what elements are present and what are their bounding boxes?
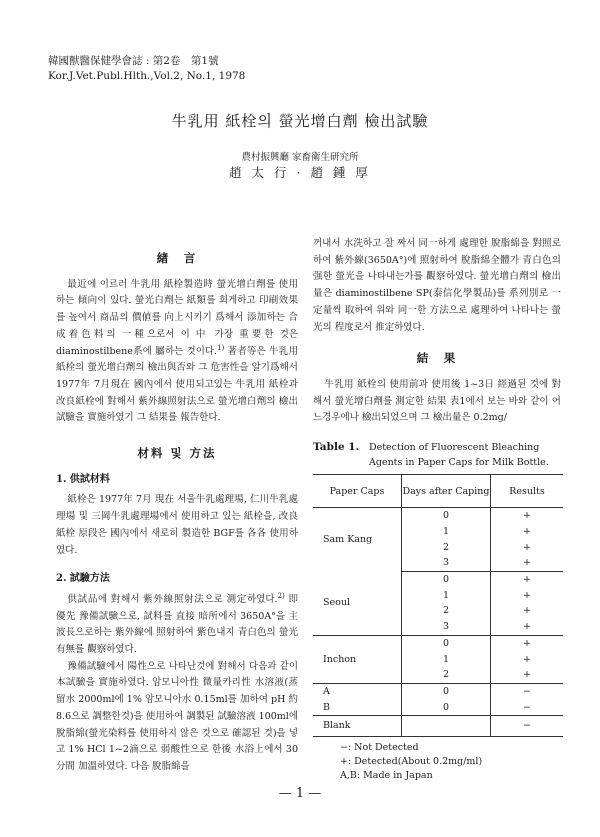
table-row bbox=[313, 508, 563, 524]
paper-title: 牛乳用 紙栓의 螢光增白劑 檢出試驗 bbox=[171, 112, 429, 130]
legend-not-detected: −: Not Detected bbox=[340, 742, 419, 753]
results-table bbox=[313, 474, 563, 737]
legend-origin: A,B: Made in Japan bbox=[340, 770, 433, 781]
right-column bbox=[313, 236, 561, 427]
results-paragraph: 牛乳用 紙栓의 使用前과 使用後 1~3日 經過된 것에 對해서 螢光增白劑를 測定한 結果 表1에서 보는 바와 같이 어느경우에나 檢出되었으며 그 檢出量은 0.2mg/ bbox=[313, 378, 561, 424]
days-cell: 3 bbox=[402, 555, 491, 571]
legend-detected: +: Detected(About 0.2mg/ml) bbox=[340, 756, 483, 767]
result-cell: + bbox=[523, 541, 531, 553]
days-cell: 1 bbox=[402, 524, 491, 540]
table-caption bbox=[313, 440, 561, 470]
result-cell: − bbox=[523, 685, 531, 697]
days-cell: 0 bbox=[402, 699, 491, 715]
table-row bbox=[313, 699, 563, 715]
table-legend bbox=[340, 741, 482, 783]
result-cell: + bbox=[523, 574, 531, 586]
group-name: Inchon bbox=[313, 635, 402, 683]
group-name: A bbox=[313, 683, 402, 699]
header-results: Results bbox=[491, 475, 564, 508]
header-paper-caps: Paper Caps bbox=[313, 475, 402, 508]
result-cell: − bbox=[491, 699, 564, 715]
materials-paragraph: 紙栓은 1977年 7月 現在 서울牛乳處理場, 仁川牛乳處理場 및 三岡牛乳處理場에서 使用하고 있는 紙栓을, 改良紙栓 原段은 國內에서 새로히 製造한 BGF를 各各 使用하였다. bbox=[56, 494, 298, 556]
table-row bbox=[313, 715, 563, 736]
result-cell: + bbox=[491, 667, 564, 683]
days-cell: 0 bbox=[402, 571, 491, 587]
journal-name-korean: 韓國獸醫保健學會誌 : 第2卷 第1號 bbox=[48, 55, 219, 67]
days-cell: 0 bbox=[402, 635, 491, 651]
affiliation: 農村振興廳 家畜衛生研究所 bbox=[241, 152, 359, 163]
method-paragraph-2: 豫備試驗에서 陽性으로 나타난것에 對해서 다음과 같이 本試驗을 實施하였다. 암모니아性 微量카리性 水溶液(蒸留水 2000ml에 1% 암모니아水 0.15ml를 加하여 pH 約 8.6으로 調整한것)을 使用하여 調製된 試驗溶液 100ml에 脫脂綿(螢光染料를 使用하지 않은 것으로 確認된 것)을 넣고 1% HCl 1~2滴으로 弱酸性으로 한後 水浴上에서 30分間 加溫하였다. 다음 脫脂綿을 bbox=[56, 660, 298, 772]
journal-header bbox=[48, 54, 245, 84]
result-cell: − bbox=[491, 715, 564, 736]
page-number: — 1 — bbox=[278, 786, 322, 801]
left-column bbox=[56, 250, 298, 776]
group-name: Blank bbox=[313, 715, 402, 736]
result-cell: + bbox=[523, 605, 531, 617]
method-continuation: 꺼내서 水洗하고 잘 짜서 同一하게 處理한 脫脂綿을 對照로 하여 紫外線(3650A°)에 照射하여 脫脂綿全體가 青白色의 强한 螢光을 나타내는가를 觀察하였다. 螢光增白劑의 檢出量은 diaminostilbene SP(泰信化學製品)를 系列別로 一定量씩 取하여 위와 同一한 方法으로 處理하여 나타나는 螢光의 程度로서 推定하였다. bbox=[313, 238, 561, 333]
results-heading: 結 果 bbox=[416, 351, 458, 366]
table-row bbox=[313, 571, 563, 587]
table-row bbox=[313, 635, 563, 651]
method-paragraph-1: 供試品에 對해서 紫外線照射法으로 測定하였다.$^{2)}$ 即 優先 豫備試驗으로, 試料를 直接 暗所에서 3650A°을 主波長으로하는 紫外線에 照射하여 紫色내지 青白色의 螢光有無를 觀察하였다. bbox=[56, 591, 298, 656]
intro-paragraph: 最近에 이르러 牛乳用 紙栓製造時 螢光增白劑를 使用하는 傾向이 있다. 螢光白劑는 紙類를 희게하고 印刷效果를 높여서 商品의 價値를 向上시키기 爲해서 添加하는 合成着色料의 一種으로서 이 中 가장 重要한 것은 diaminostilbene系에 屬하는 것이다.$^{1)}$ 著者等은 牛乳用 紙栓의 螢光增白劑의 檢出與否와 그 危害性을 알기爲해서 1977年 7月現在 國內에서 使用되고있는 牛乳用 紙栓과 改良紙栓에 對해서 紫外線照射法으로 螢光增白劑의 檢出試驗을 實施하였기 그 結果를 報告한다. bbox=[56, 278, 298, 424]
intro-heading: 緖 言 bbox=[156, 251, 198, 265]
authors: 趙 太 行 · 趙 鍾 厚 bbox=[229, 165, 371, 180]
journal-citation: Kor.J.Vet.Publ.Hlth.,Vol.2, No.1, 1978 bbox=[48, 70, 246, 82]
days-cell: 2 bbox=[402, 667, 491, 683]
group-name: B bbox=[313, 699, 402, 715]
result-cell: + bbox=[491, 619, 564, 635]
table-caption-text: Detection of Fluorescent Bleaching Agents in Paper Caps for Milk Bottle. bbox=[369, 442, 549, 468]
reference-mark: 1) bbox=[217, 343, 225, 352]
days-cell: 1 bbox=[402, 651, 491, 667]
result-cell: + bbox=[523, 526, 531, 538]
result-cell: + bbox=[523, 510, 531, 522]
result-cell: + bbox=[523, 589, 531, 601]
reference-mark: 2) bbox=[277, 591, 285, 600]
methods-heading: 材料 및 方法 bbox=[137, 446, 217, 461]
method-subheading: 2. 試驗方法 bbox=[56, 573, 110, 585]
days-cell: 2 bbox=[402, 603, 491, 619]
days-cell: 0 bbox=[402, 683, 491, 699]
result-cell: + bbox=[491, 555, 564, 571]
result-cell: + bbox=[523, 637, 531, 649]
table-label: Table 1. bbox=[313, 441, 360, 453]
table-row bbox=[313, 683, 563, 699]
days-cell: 3 bbox=[402, 619, 491, 635]
days-cell: 0 bbox=[402, 508, 491, 524]
result-cell: + bbox=[523, 653, 531, 665]
materials-subheading: 1. 供試材料 bbox=[56, 473, 110, 485]
group-name: Seoul bbox=[313, 571, 402, 635]
days-cell: 1 bbox=[402, 587, 491, 603]
group-name: Sam Kang bbox=[313, 508, 402, 572]
header-days: Days after Caping bbox=[402, 475, 491, 508]
days-cell bbox=[402, 715, 491, 736]
days-cell: 2 bbox=[402, 539, 491, 555]
